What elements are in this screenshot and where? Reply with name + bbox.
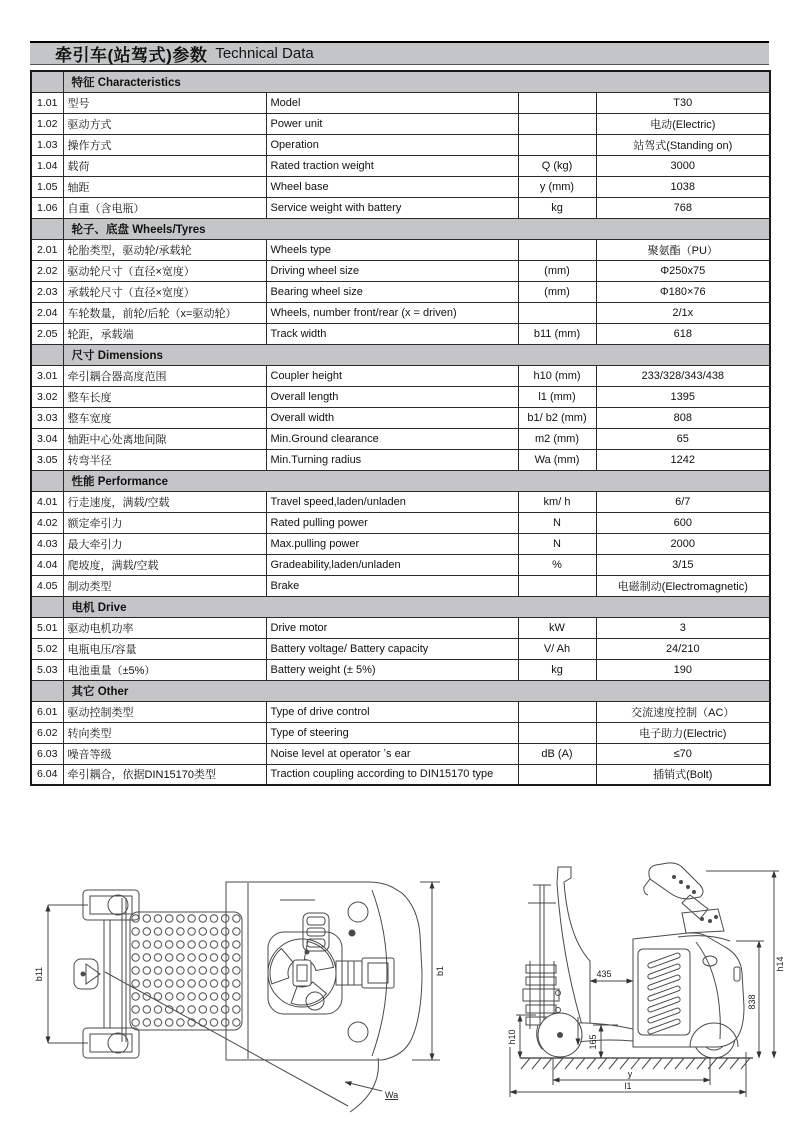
cell-unit: Q (kg) <box>518 155 596 176</box>
cell-cn: 转向类型 <box>63 722 266 743</box>
spec-row <box>31 743 770 764</box>
cell-cn: 轮胎类型，驱动轮/承载轮 <box>63 239 266 260</box>
dim-l1-label: l1 <box>624 1081 632 1091</box>
spec-row <box>31 155 770 176</box>
section-header-label: 轮子、底盘 Wheels/Tyres <box>63 218 770 239</box>
cell-no: 5.02 <box>31 638 63 659</box>
cell-val: 618 <box>596 323 770 344</box>
cell-unit: kg <box>518 659 596 680</box>
section-header-row <box>31 218 770 239</box>
cell-unit: l1 (mm) <box>518 386 596 407</box>
cell-unit <box>518 302 596 323</box>
cell-en: Driving wheel size <box>266 260 518 281</box>
b11-label: b11 <box>34 966 44 982</box>
cell-en: Wheels, number front/rear (x = driven) <box>266 302 518 323</box>
cell-no: 2.01 <box>31 239 63 260</box>
body-outline-top <box>226 882 422 1060</box>
cell-no: 2.05 <box>31 323 63 344</box>
cell-unit <box>518 764 596 785</box>
cell-val: 24/210 <box>596 638 770 659</box>
section-header-label: 性能 Performance <box>63 470 770 491</box>
spec-row <box>31 365 770 386</box>
cell-en: Overall length <box>266 386 518 407</box>
dim-838-label: 838 <box>747 994 757 1010</box>
cell-val: 电子助力(Electric) <box>596 722 770 743</box>
cell-no: 6.04 <box>31 764 63 785</box>
cell-unit: kg <box>518 197 596 218</box>
cell-cn: 承载轮尺寸（直径×宽度） <box>63 281 266 302</box>
cell-en: Bearing wheel size <box>266 281 518 302</box>
cell-unit: m2 (mm) <box>518 428 596 449</box>
section-no-cell <box>31 71 63 92</box>
cell-cn: 整车宽度 <box>63 407 266 428</box>
dim-165-label: 165 <box>588 1034 598 1050</box>
spec-row <box>31 491 770 512</box>
spec-row <box>31 533 770 554</box>
cell-cn: 型号 <box>63 92 266 113</box>
cell-val: 电磁制动(Electromagnetic) <box>596 575 770 596</box>
cell-en: Type of drive control <box>266 701 518 722</box>
cell-unit: N <box>518 512 596 533</box>
cell-no: 6.01 <box>31 701 63 722</box>
cell-no: 4.03 <box>31 533 63 554</box>
cell-cn: 驱动控制类型 <box>63 701 266 722</box>
cell-unit: y (mm) <box>518 176 596 197</box>
cell-cn: 额定牵引力 <box>63 512 266 533</box>
spec-row <box>31 239 770 260</box>
section-header-label: 电机 Drive <box>63 596 770 617</box>
spec-row <box>31 554 770 575</box>
cell-no: 2.03 <box>31 281 63 302</box>
cell-val: 电动(Electric) <box>596 113 770 134</box>
cell-unit: dB (A) <box>518 743 596 764</box>
section-header-row <box>31 470 770 491</box>
front-wheel-housing-top <box>83 890 139 920</box>
cell-val: 2000 <box>596 533 770 554</box>
cell-no: 3.04 <box>31 428 63 449</box>
cell-val: 3/15 <box>596 554 770 575</box>
cell-en: Traction coupling according to DIN15170 type <box>266 764 518 785</box>
cell-unit: (mm) <box>518 281 596 302</box>
spec-row <box>31 323 770 344</box>
cell-cn: 整车长度 <box>63 386 266 407</box>
cell-unit <box>518 239 596 260</box>
cell-en: Brake <box>266 575 518 596</box>
spec-row <box>31 386 770 407</box>
cell-cn: 行走速度，满载/空载 <box>63 491 266 512</box>
section-header-label: 尺寸 Dimensions <box>63 344 770 365</box>
section-no-cell <box>31 344 63 365</box>
spec-table <box>30 70 771 786</box>
cell-cn: 电瓶电压/容量 <box>63 638 266 659</box>
cell-en: Track width <box>266 323 518 344</box>
cell-val: 2/1x <box>596 302 770 323</box>
cell-unit: km/ h <box>518 491 596 512</box>
cell-cn: 自重（含电瓶） <box>63 197 266 218</box>
cell-en: Rated traction weight <box>266 155 518 176</box>
dim-435-label: 435 <box>596 969 612 979</box>
dim-y-label: y <box>627 1069 633 1079</box>
cell-val: Φ250x75 <box>596 260 770 281</box>
page-title-en: Technical Data <box>215 45 314 62</box>
cell-cn: 牵引耦合，依据DIN15170类型 <box>63 764 266 785</box>
cell-no: 4.01 <box>31 491 63 512</box>
side-view-drawing <box>478 857 798 1112</box>
cell-no: 1.05 <box>31 176 63 197</box>
cell-en: Wheel base <box>266 176 518 197</box>
dim-h14-label: h14 <box>775 956 785 972</box>
cell-en: Type of steering <box>266 722 518 743</box>
cell-unit: kW <box>518 617 596 638</box>
cell-unit <box>518 722 596 743</box>
cell-val: 1242 <box>596 449 770 470</box>
spec-row <box>31 722 770 743</box>
cell-no: 6.03 <box>31 743 63 764</box>
cell-val: 站驾式(Standing on) <box>596 134 770 155</box>
cell-unit: b1/ b2 (mm) <box>518 407 596 428</box>
cell-cn: 轴距 <box>63 176 266 197</box>
cell-val: 768 <box>596 197 770 218</box>
spec-row <box>31 176 770 197</box>
cell-no: 5.01 <box>31 617 63 638</box>
cell-en: Model <box>266 92 518 113</box>
cell-val: 600 <box>596 512 770 533</box>
cell-cn: 转弯半径 <box>63 449 266 470</box>
section-header-row <box>31 596 770 617</box>
drawings-area <box>0 855 800 1121</box>
spec-row <box>31 659 770 680</box>
top-view-drawing <box>30 860 470 1122</box>
cell-cn: 牵引耦合器高度范围 <box>63 365 266 386</box>
cell-cn: 驱动轮尺寸（直径×宽度） <box>63 260 266 281</box>
page-title-cn: 牵引车(站驾式)参数 <box>55 46 208 65</box>
cell-unit: V/ Ah <box>518 638 596 659</box>
cell-unit: % <box>518 554 596 575</box>
section-header-row <box>31 344 770 365</box>
cell-no: 1.06 <box>31 197 63 218</box>
spec-row <box>31 617 770 638</box>
section-header-row <box>31 71 770 92</box>
cell-en: Min.Turning radius <box>266 449 518 470</box>
cell-en: Service weight with battery <box>266 197 518 218</box>
spec-table-body <box>31 71 770 785</box>
cell-val: 3000 <box>596 155 770 176</box>
spec-row <box>31 449 770 470</box>
cell-unit: Wa (mm) <box>518 449 596 470</box>
cell-no: 4.02 <box>31 512 63 533</box>
cell-val: ≤70 <box>596 743 770 764</box>
b1-label: b1 <box>435 965 445 977</box>
cell-en: Power unit <box>266 113 518 134</box>
cell-no: 6.02 <box>31 722 63 743</box>
cell-val: 65 <box>596 428 770 449</box>
spec-row <box>31 113 770 134</box>
cell-en: Operation <box>266 134 518 155</box>
cell-en: Wheels type <box>266 239 518 260</box>
cell-cn: 驱动电机功率 <box>63 617 266 638</box>
cell-cn: 载荷 <box>63 155 266 176</box>
section-header-row <box>31 680 770 701</box>
cell-cn: 爬坡度，满载/空载 <box>63 554 266 575</box>
cell-val: Φ180×76 <box>596 281 770 302</box>
spec-row <box>31 428 770 449</box>
cell-no: 3.05 <box>31 449 63 470</box>
section-header-label: 其它 Other <box>63 680 770 701</box>
cell-val: 插销式(Bolt) <box>596 764 770 785</box>
cell-en: Travel speed,laden/unladen <box>266 491 518 512</box>
cell-val: 3 <box>596 617 770 638</box>
cell-cn: 轮距，承载端 <box>63 323 266 344</box>
wa-label: Wa <box>385 1090 399 1100</box>
dim-h10-label: h10 <box>507 1029 517 1045</box>
section-no-cell <box>31 680 63 701</box>
spec-row <box>31 701 770 722</box>
cell-unit <box>518 134 596 155</box>
cell-en: Battery voltage/ Battery capacity <box>266 638 518 659</box>
cell-unit: (mm) <box>518 260 596 281</box>
cell-unit <box>518 575 596 596</box>
cell-no: 4.04 <box>31 554 63 575</box>
cell-cn: 操作方式 <box>63 134 266 155</box>
tiller-arm <box>644 863 730 941</box>
cell-cn: 车轮数量，前轮/后轮（x=驱动轮） <box>63 302 266 323</box>
cell-unit <box>518 701 596 722</box>
cell-unit: b11 (mm) <box>518 323 596 344</box>
cell-cn: 噪音等级 <box>63 743 266 764</box>
cell-no: 1.01 <box>31 92 63 113</box>
cell-val: 1395 <box>596 386 770 407</box>
cell-no: 5.03 <box>31 659 63 680</box>
spec-row <box>31 575 770 596</box>
cell-en: Max.pulling power <box>266 533 518 554</box>
cell-no: 1.04 <box>31 155 63 176</box>
cell-cn: 轴距中心处离地间隙 <box>63 428 266 449</box>
cell-no: 3.02 <box>31 386 63 407</box>
cell-en: Noise level at operator ʼs ear <box>266 743 518 764</box>
cell-no: 3.01 <box>31 365 63 386</box>
cell-no: 1.02 <box>31 113 63 134</box>
cell-unit: h10 (mm) <box>518 365 596 386</box>
cell-cn: 制动类型 <box>63 575 266 596</box>
cell-cn: 驱动方式 <box>63 113 266 134</box>
cell-unit: N <box>518 533 596 554</box>
spec-row <box>31 92 770 113</box>
spec-row <box>31 302 770 323</box>
cell-val: 1038 <box>596 176 770 197</box>
section-no-cell <box>31 218 63 239</box>
ground-hatch <box>521 1058 750 1069</box>
cell-en: Rated pulling power <box>266 512 518 533</box>
cell-val: 190 <box>596 659 770 680</box>
cell-en: Battery weight (± 5%) <box>266 659 518 680</box>
cell-en: Drive motor <box>266 617 518 638</box>
section-no-cell <box>31 470 63 491</box>
spec-row <box>31 134 770 155</box>
section-header-label: 特征 Characteristics <box>63 71 770 92</box>
backrest <box>557 867 590 1025</box>
spec-row <box>31 281 770 302</box>
spec-row <box>31 764 770 785</box>
cell-no: 2.04 <box>31 302 63 323</box>
spec-row <box>31 407 770 428</box>
cell-no: 3.03 <box>31 407 63 428</box>
spec-row <box>31 512 770 533</box>
hitch-arm <box>336 961 362 985</box>
cell-en: Coupler height <box>266 365 518 386</box>
front-wheel-housing-bottom <box>83 1028 139 1058</box>
section-no-cell <box>31 596 63 617</box>
spec-row <box>31 260 770 281</box>
spec-row <box>31 638 770 659</box>
cell-val: 聚氨酯（PU） <box>596 239 770 260</box>
cell-en: Min.Ground clearance <box>266 428 518 449</box>
cell-unit <box>518 113 596 134</box>
cell-unit <box>518 92 596 113</box>
cell-val: 233/328/343/438 <box>596 365 770 386</box>
cell-val: T30 <box>596 92 770 113</box>
cell-val: 6/7 <box>596 491 770 512</box>
cell-en: Overall width <box>266 407 518 428</box>
title-bar <box>30 41 769 65</box>
cell-no: 4.05 <box>31 575 63 596</box>
cell-en: Gradeability,laden/unladen <box>266 554 518 575</box>
spec-row <box>31 197 770 218</box>
cell-cn: 电池重量（±5%） <box>63 659 266 680</box>
cell-val: 交流速度控制（AC） <box>596 701 770 722</box>
cell-no: 2.02 <box>31 260 63 281</box>
cell-val: 808 <box>596 407 770 428</box>
cell-cn: 最大牵引力 <box>63 533 266 554</box>
cell-no: 1.03 <box>31 134 63 155</box>
